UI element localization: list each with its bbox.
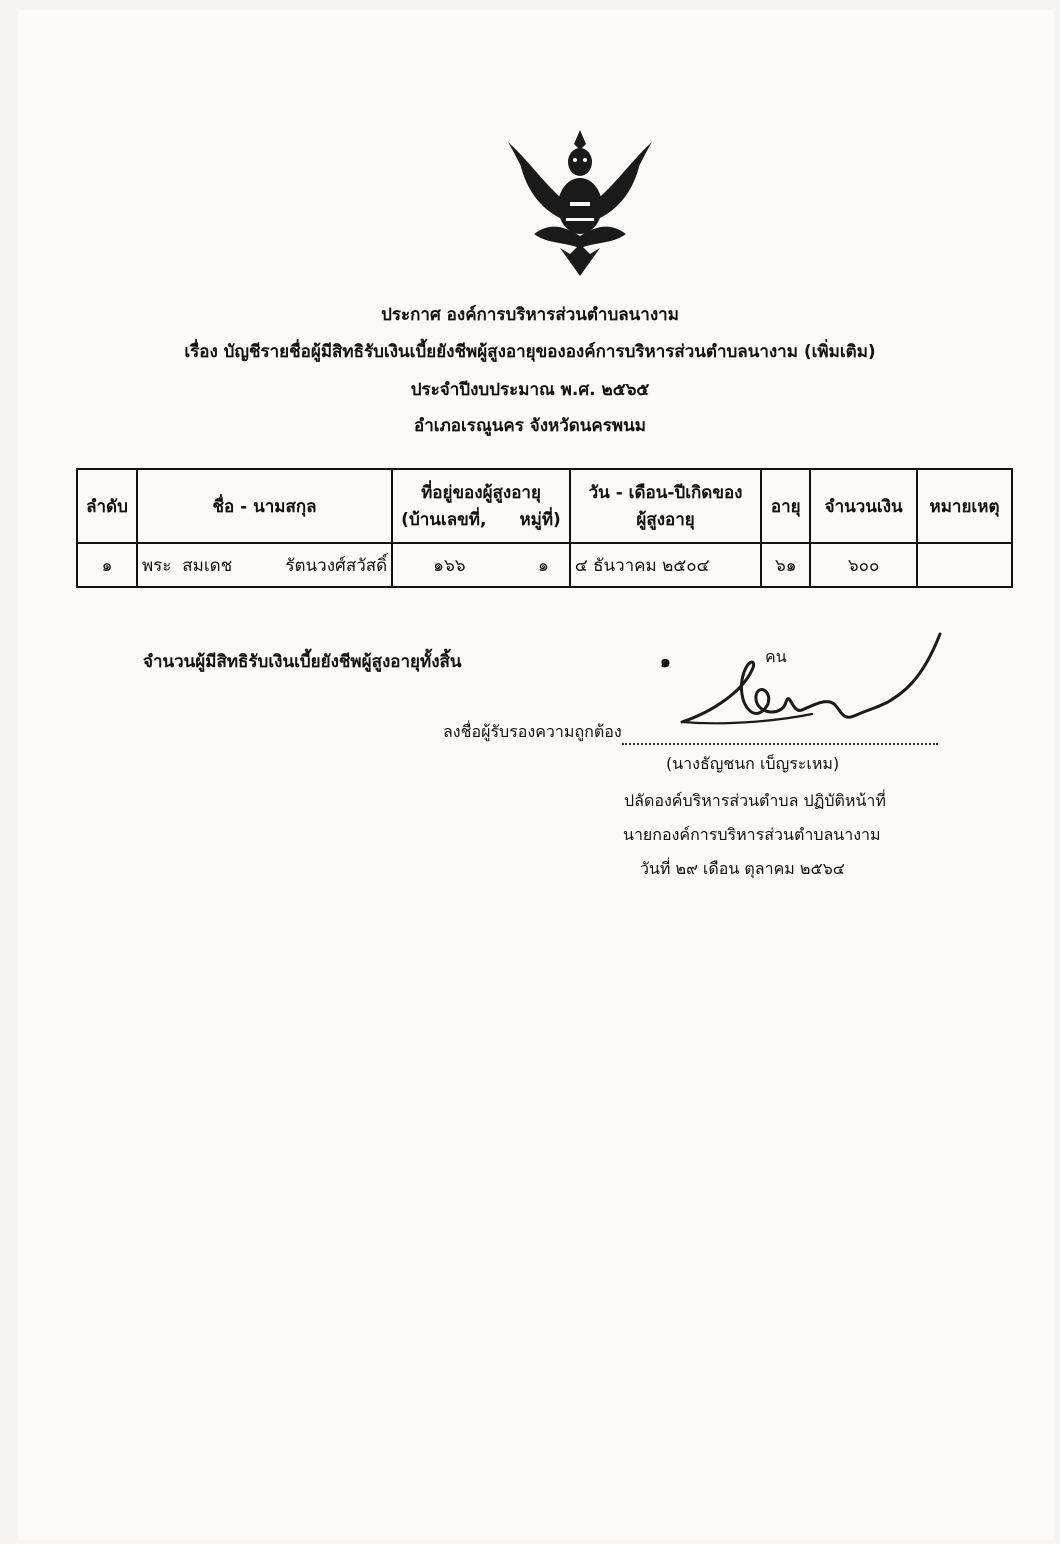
row-age: ๖๑ xyxy=(761,543,810,587)
certify-label: ลงชื่อผู้รับรองความถูกต้อง xyxy=(443,722,622,741)
signer-position-1: ปลัดองค์บริหารส่วนตำบล ปฏิบัติหน้าที่ xyxy=(624,791,886,810)
signed-date: วันที่ ๒๙ เดือน ตุลาคม ๒๕๖๔ xyxy=(640,859,845,878)
address-header-moo: หมู่ที่) xyxy=(519,510,561,530)
address-header-house: (บ้านเลขที่, xyxy=(401,510,487,530)
summary-count: ๑ xyxy=(660,652,671,672)
row-first-name: สมเดช xyxy=(182,555,233,576)
header-line-3: ประจำปีงบประมาณ พ.ศ. ๒๕๖๕ xyxy=(410,380,650,400)
signer-position-2: นายกองค์การบริหารส่วนตำบลนางาม xyxy=(623,825,881,844)
handwritten-signature xyxy=(672,630,952,740)
row-remark xyxy=(917,543,1012,587)
row-name xyxy=(137,543,392,587)
row-moo: ๑ xyxy=(538,555,549,576)
row-no: ๑ xyxy=(77,543,137,587)
beneficiary-table xyxy=(76,468,1013,588)
header-line-2: เรื่อง บัญชีรายชื่อผู้มีสิทธิรับเงินเบี้ยยังชีพผู้สูงอายุขององค์การบริหารส่วนตำบลนางาม (เพิ่มเติม) xyxy=(184,342,876,362)
col-amount-header: จำนวนเงิน xyxy=(810,469,917,543)
col-dob-header xyxy=(570,469,761,543)
col-name-header: ชื่อ - นามสกุล xyxy=(137,469,392,543)
dob-header-bottom: ผู้สูงอายุ xyxy=(636,510,695,530)
col-address-header xyxy=(392,469,570,543)
dob-header-top: วัน - เดือน-ปีเกิดของ xyxy=(588,483,743,503)
col-no-header: ลำดับ xyxy=(77,469,137,543)
row-address xyxy=(392,543,570,587)
address-header-top: ที่อยู่ของผู้สูงอายุ xyxy=(421,483,541,503)
garuda-emblem-icon xyxy=(500,122,660,282)
col-age-header: อายุ xyxy=(761,469,810,543)
row-dob: ๔ ธันวาคม ๒๕๐๔ xyxy=(570,543,761,587)
summary-unit: คน xyxy=(765,647,787,666)
summary-label: จำนวนผู้มีสิทธิรับเงินเบี้ยยังชีพผู้สูงอายุทั้งสิ้น xyxy=(143,652,462,672)
col-remark-header: หมายเหตุ xyxy=(917,469,1012,543)
table-row xyxy=(77,543,1012,587)
row-last-name: รัตนวงศ์สวัสดิ์ xyxy=(285,555,388,576)
table-header-row xyxy=(77,469,1012,543)
row-title: พระ xyxy=(141,555,172,576)
row-amount: ๖๐๐ xyxy=(810,543,917,587)
header-line-4: อำเภอเรณูนคร จังหวัดนครพนม xyxy=(414,416,646,436)
header-line-1: ประกาศ องค์การบริหารส่วนตำบลนางาม xyxy=(381,305,679,325)
row-house-no: ๑๖๖ xyxy=(433,555,466,576)
signer-name: (นางธัญชนก เบ็ญระเหม) xyxy=(666,754,840,773)
